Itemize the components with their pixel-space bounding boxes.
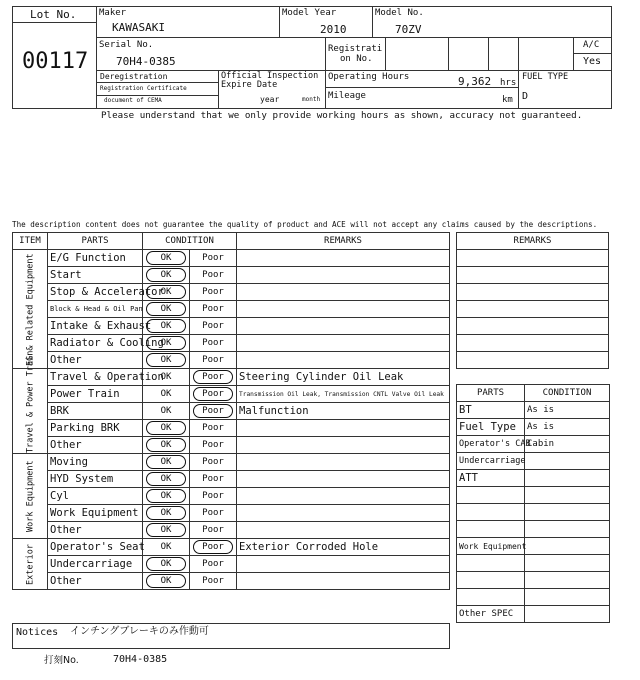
- poor-mark: Poor: [202, 559, 224, 569]
- part-name: Undercarriage: [48, 556, 143, 573]
- condition-poor-cell: [190, 403, 237, 420]
- parts-col-parts: PARTS: [457, 385, 525, 402]
- ok-mark: OK: [146, 574, 186, 588]
- doc-cema-label: document of CEMA: [104, 97, 162, 104]
- condition-poor-cell: [190, 301, 237, 318]
- model-no-label: Model No.: [375, 8, 424, 18]
- right-remark-cell: [457, 352, 609, 369]
- condition-ok-cell: [143, 573, 190, 590]
- col-condition: CONDITION: [143, 233, 237, 250]
- col-parts: PARTS: [48, 233, 143, 250]
- ok-mark: OK: [146, 285, 186, 299]
- right-remark-cell: [457, 301, 609, 318]
- serial-label: Serial No.: [99, 40, 154, 50]
- right-remark-cell: [457, 335, 609, 352]
- poor-mark: Poor: [193, 404, 233, 418]
- parts-name: Undercarriage: [457, 453, 525, 470]
- condition-poor-cell: [190, 522, 237, 539]
- registration-label-1: Registrati: [328, 44, 383, 54]
- part-name: Stop & Accelerator: [48, 284, 143, 301]
- col-remarks: REMARKS: [237, 233, 450, 250]
- right-remark-cell: [457, 284, 609, 301]
- group-label: Travel & Power Train: [13, 369, 48, 454]
- right-remarks-header: REMARKS: [457, 233, 609, 250]
- parts-name: [457, 521, 525, 538]
- part-name: Block & Head & Oil Pan: [48, 301, 143, 318]
- operating-hours-value: 9,362: [458, 75, 492, 88]
- parts-condition: [525, 453, 610, 470]
- inspection-label-2: Expire Date: [221, 80, 278, 90]
- parts-condition: [525, 589, 610, 606]
- poor-mark: Poor: [202, 423, 224, 433]
- parts-row: [457, 436, 610, 453]
- parts-condition: As is: [525, 402, 610, 419]
- part-name: Operator's Seat: [48, 539, 143, 556]
- part-name: Work Equipment: [48, 505, 143, 522]
- part-name: Moving: [48, 454, 143, 471]
- remark: Transmission Oil Leak, Transmission CNTL Valve Oil Leak: [237, 386, 450, 403]
- part-name: Start: [48, 267, 143, 284]
- inspection-row: [13, 284, 450, 301]
- poor-mark: Poor: [202, 253, 224, 263]
- condition-poor-cell: [190, 335, 237, 352]
- inspection-row: [13, 488, 450, 505]
- remark: [237, 420, 450, 437]
- parts-name: [457, 487, 525, 504]
- parts-name: [457, 589, 525, 606]
- poor-mark: Poor: [193, 387, 233, 401]
- condition-poor-cell: [190, 267, 237, 284]
- remark: [237, 284, 450, 301]
- parts-condition: [525, 555, 610, 572]
- poor-mark: Poor: [202, 525, 224, 535]
- hours-notice: Please understand that we only provide working hours as shown, accuracy not guaranteed.: [101, 110, 583, 121]
- inspection-row: [13, 556, 450, 573]
- model-year-label: Model Year: [282, 8, 337, 18]
- ok-mark: OK: [146, 455, 186, 469]
- mileage-label: Mileage: [328, 91, 366, 101]
- poor-mark: Poor: [202, 287, 224, 297]
- ok-mark: OK: [146, 353, 186, 367]
- maker-value: KAWASAKI: [112, 21, 165, 34]
- condition-poor-cell: [190, 471, 237, 488]
- ok-mark: OK: [146, 302, 186, 316]
- year-label: year: [260, 95, 280, 104]
- work-equipment-label: Work Equipment: [457, 538, 525, 555]
- maker-label: Maker: [99, 8, 127, 18]
- lot-number: 00117: [22, 49, 89, 74]
- inspection-row: [13, 522, 450, 539]
- condition-poor-cell: [190, 369, 237, 386]
- condition-ok-cell: [143, 420, 190, 437]
- parts-name: Fuel Type: [457, 419, 525, 436]
- poor-mark: Poor: [202, 474, 224, 484]
- parts-name: [457, 504, 525, 521]
- condition-poor-cell: [190, 556, 237, 573]
- parts-name: Operator's CAB: [457, 436, 525, 453]
- condition-ok-cell: [143, 267, 190, 284]
- hrs-unit: hrs: [500, 78, 517, 88]
- inspection-row: [13, 403, 450, 420]
- ok-mark: OK: [146, 557, 186, 571]
- remark: [237, 250, 450, 267]
- condition-poor-cell: [190, 318, 237, 335]
- condition-poor-cell: [190, 284, 237, 301]
- group-label: Exterior: [13, 539, 48, 590]
- inspection-row: [13, 335, 450, 352]
- poor-mark: Poor: [202, 355, 224, 365]
- condition-ok-cell: [143, 301, 190, 318]
- other-spec-label: Other SPEC: [457, 606, 525, 623]
- condition-poor-cell: [190, 386, 237, 403]
- poor-mark: Poor: [202, 491, 224, 501]
- stamp-label: 打刻No.: [44, 655, 79, 666]
- condition-poor-cell: [190, 420, 237, 437]
- condition-ok-cell: [143, 471, 190, 488]
- poor-mark: Poor: [202, 457, 224, 467]
- fuel-type-value: D: [522, 91, 529, 102]
- condition-poor-cell: [190, 539, 237, 556]
- parts-condition: [525, 572, 610, 589]
- condition-ok-cell: [143, 250, 190, 267]
- parts-name: ATT: [457, 470, 525, 487]
- part-name: Parking BRK: [48, 420, 143, 437]
- part-name: Other: [48, 522, 143, 539]
- parts-condition: [525, 538, 610, 555]
- remark: [237, 352, 450, 369]
- model-year-value: 2010: [320, 23, 347, 36]
- condition-ok-cell: [143, 522, 190, 539]
- condition-poor-cell: [190, 437, 237, 454]
- inspection-label-1: Official Inspection: [221, 71, 319, 81]
- condition-poor-cell: [190, 505, 237, 522]
- condition-ok-cell: [143, 386, 190, 403]
- part-name: Radiator & Cooling: [48, 335, 143, 352]
- operating-hours-label: Operating Hours: [328, 72, 410, 82]
- condition-ok-cell: [143, 488, 190, 505]
- parts-row: [457, 453, 610, 470]
- month-label: month: [302, 96, 321, 103]
- condition-ok-cell: [143, 284, 190, 301]
- ok-mark: OK: [146, 438, 186, 452]
- right-remark-cell: [457, 250, 609, 267]
- condition-ok-cell: [143, 556, 190, 573]
- condition-ok-cell: [143, 454, 190, 471]
- ok-mark: OK: [160, 372, 172, 382]
- condition-ok-cell: [143, 539, 190, 556]
- ok-mark: OK: [160, 406, 172, 416]
- parts-condition: As is: [525, 419, 610, 436]
- inspection-row: [13, 386, 450, 403]
- ok-mark: OK: [146, 489, 186, 503]
- condition-ok-cell: [143, 352, 190, 369]
- remark: Exterior Corroded Hole: [237, 539, 450, 556]
- ok-mark: OK: [146, 421, 186, 435]
- parts-condition: Cabin: [525, 436, 610, 453]
- notices-value: インチングブレーキのみ作動可: [70, 626, 209, 637]
- notices-label: Notices: [16, 627, 59, 638]
- poor-mark: Poor: [202, 576, 224, 586]
- remark: [237, 471, 450, 488]
- inspection-row: [13, 318, 450, 335]
- condition-ok-cell: [143, 318, 190, 335]
- ok-mark: OK: [146, 319, 186, 333]
- condition-poor-cell: [190, 250, 237, 267]
- poor-mark: Poor: [202, 270, 224, 280]
- remark: [237, 335, 450, 352]
- parts-col-condition: CONDITION: [525, 385, 610, 402]
- remark: [237, 454, 450, 471]
- disclaimer: The description content does not guarantee the quality of product and ACE will not accept any claims caused by the descriptions.: [12, 220, 598, 229]
- parts-row: [457, 470, 610, 487]
- poor-mark: Poor: [202, 508, 224, 518]
- remark: [237, 556, 450, 573]
- poor-mark: Poor: [193, 370, 233, 384]
- condition-ok-cell: [143, 505, 190, 522]
- remark: [237, 488, 450, 505]
- parts-name: [457, 572, 525, 589]
- part-name: Other: [48, 573, 143, 590]
- inspection-row: [13, 505, 450, 522]
- poor-mark: Poor: [193, 540, 233, 554]
- right-remark-cell: [457, 267, 609, 284]
- ok-mark: OK: [160, 542, 172, 552]
- part-name: HYD System: [48, 471, 143, 488]
- km-unit: km: [502, 95, 513, 105]
- part-name: BRK: [48, 403, 143, 420]
- part-name: Power Train: [48, 386, 143, 403]
- part-name: Other: [48, 437, 143, 454]
- ok-mark: OK: [160, 389, 172, 399]
- ok-mark: OK: [146, 523, 186, 537]
- part-name: Travel & Operation: [48, 369, 143, 386]
- parts-condition: [525, 487, 610, 504]
- ok-mark: OK: [146, 336, 186, 350]
- group-label: EG & Related Equipment: [13, 250, 48, 369]
- remark: [237, 522, 450, 539]
- part-name: Cyl: [48, 488, 143, 505]
- lot-label: Lot No.: [30, 8, 77, 21]
- inspection-row: [13, 454, 450, 471]
- ok-mark: OK: [146, 506, 186, 520]
- poor-mark: Poor: [202, 321, 224, 331]
- parts-row: [457, 419, 610, 436]
- inspection-row: [13, 539, 450, 556]
- inspection-row: [13, 573, 450, 590]
- remark: [237, 573, 450, 590]
- stamp-value: 70H4-0385: [113, 654, 168, 665]
- registration-label-2: on No.: [340, 54, 373, 64]
- ok-mark: OK: [146, 472, 186, 486]
- remark: [237, 505, 450, 522]
- ok-mark: OK: [146, 268, 186, 282]
- reg-cert-label: Registration Certificate: [100, 85, 187, 92]
- remark: [237, 318, 450, 335]
- parts-name: BT: [457, 402, 525, 419]
- remark: Steering Cylinder Oil Leak: [237, 369, 450, 386]
- parts-name: [457, 555, 525, 572]
- fuel-type-label: FUEL TYPE: [522, 72, 569, 82]
- inspection-row: [13, 471, 450, 488]
- remark: [237, 301, 450, 318]
- inspection-table: [12, 232, 450, 590]
- parts-condition: [525, 470, 610, 487]
- inspection-row: [13, 267, 450, 284]
- poor-mark: Poor: [202, 440, 224, 450]
- condition-ok-cell: [143, 403, 190, 420]
- inspection-row: [13, 420, 450, 437]
- parts-row: [457, 402, 610, 419]
- ac-value: Yes: [583, 56, 602, 67]
- inspection-row: [13, 369, 450, 386]
- part-name: E/G Function: [48, 250, 143, 267]
- inspection-row: [13, 250, 450, 267]
- model-no-value: 70ZV: [395, 23, 422, 36]
- condition-ok-cell: [143, 437, 190, 454]
- right-remark-cell: [457, 318, 609, 335]
- condition-poor-cell: [190, 352, 237, 369]
- group-label: Work Equipment: [13, 454, 48, 539]
- condition-poor-cell: [190, 573, 237, 590]
- parts-table: [456, 384, 610, 623]
- condition-poor-cell: [190, 454, 237, 471]
- part-name: Intake & Exhaust: [48, 318, 143, 335]
- deregistration-label: Deregistration: [100, 72, 168, 81]
- inspection-row: [13, 352, 450, 369]
- parts-condition: [525, 606, 610, 623]
- inspection-row: [13, 301, 450, 318]
- condition-ok-cell: [143, 335, 190, 352]
- part-name: Other: [48, 352, 143, 369]
- remark: Malfunction: [237, 403, 450, 420]
- poor-mark: Poor: [202, 304, 224, 314]
- ac-label: A/C: [583, 40, 600, 50]
- col-item: ITEM: [13, 233, 48, 250]
- remark: [237, 267, 450, 284]
- parts-condition: [525, 521, 610, 538]
- remark: [237, 437, 450, 454]
- ok-mark: OK: [146, 251, 186, 265]
- condition-poor-cell: [190, 488, 237, 505]
- inspection-row: [13, 437, 450, 454]
- serial-value: 70H4-0385: [116, 55, 176, 68]
- right-remarks-table: [456, 232, 609, 369]
- poor-mark: Poor: [202, 338, 224, 348]
- parts-condition: [525, 504, 610, 521]
